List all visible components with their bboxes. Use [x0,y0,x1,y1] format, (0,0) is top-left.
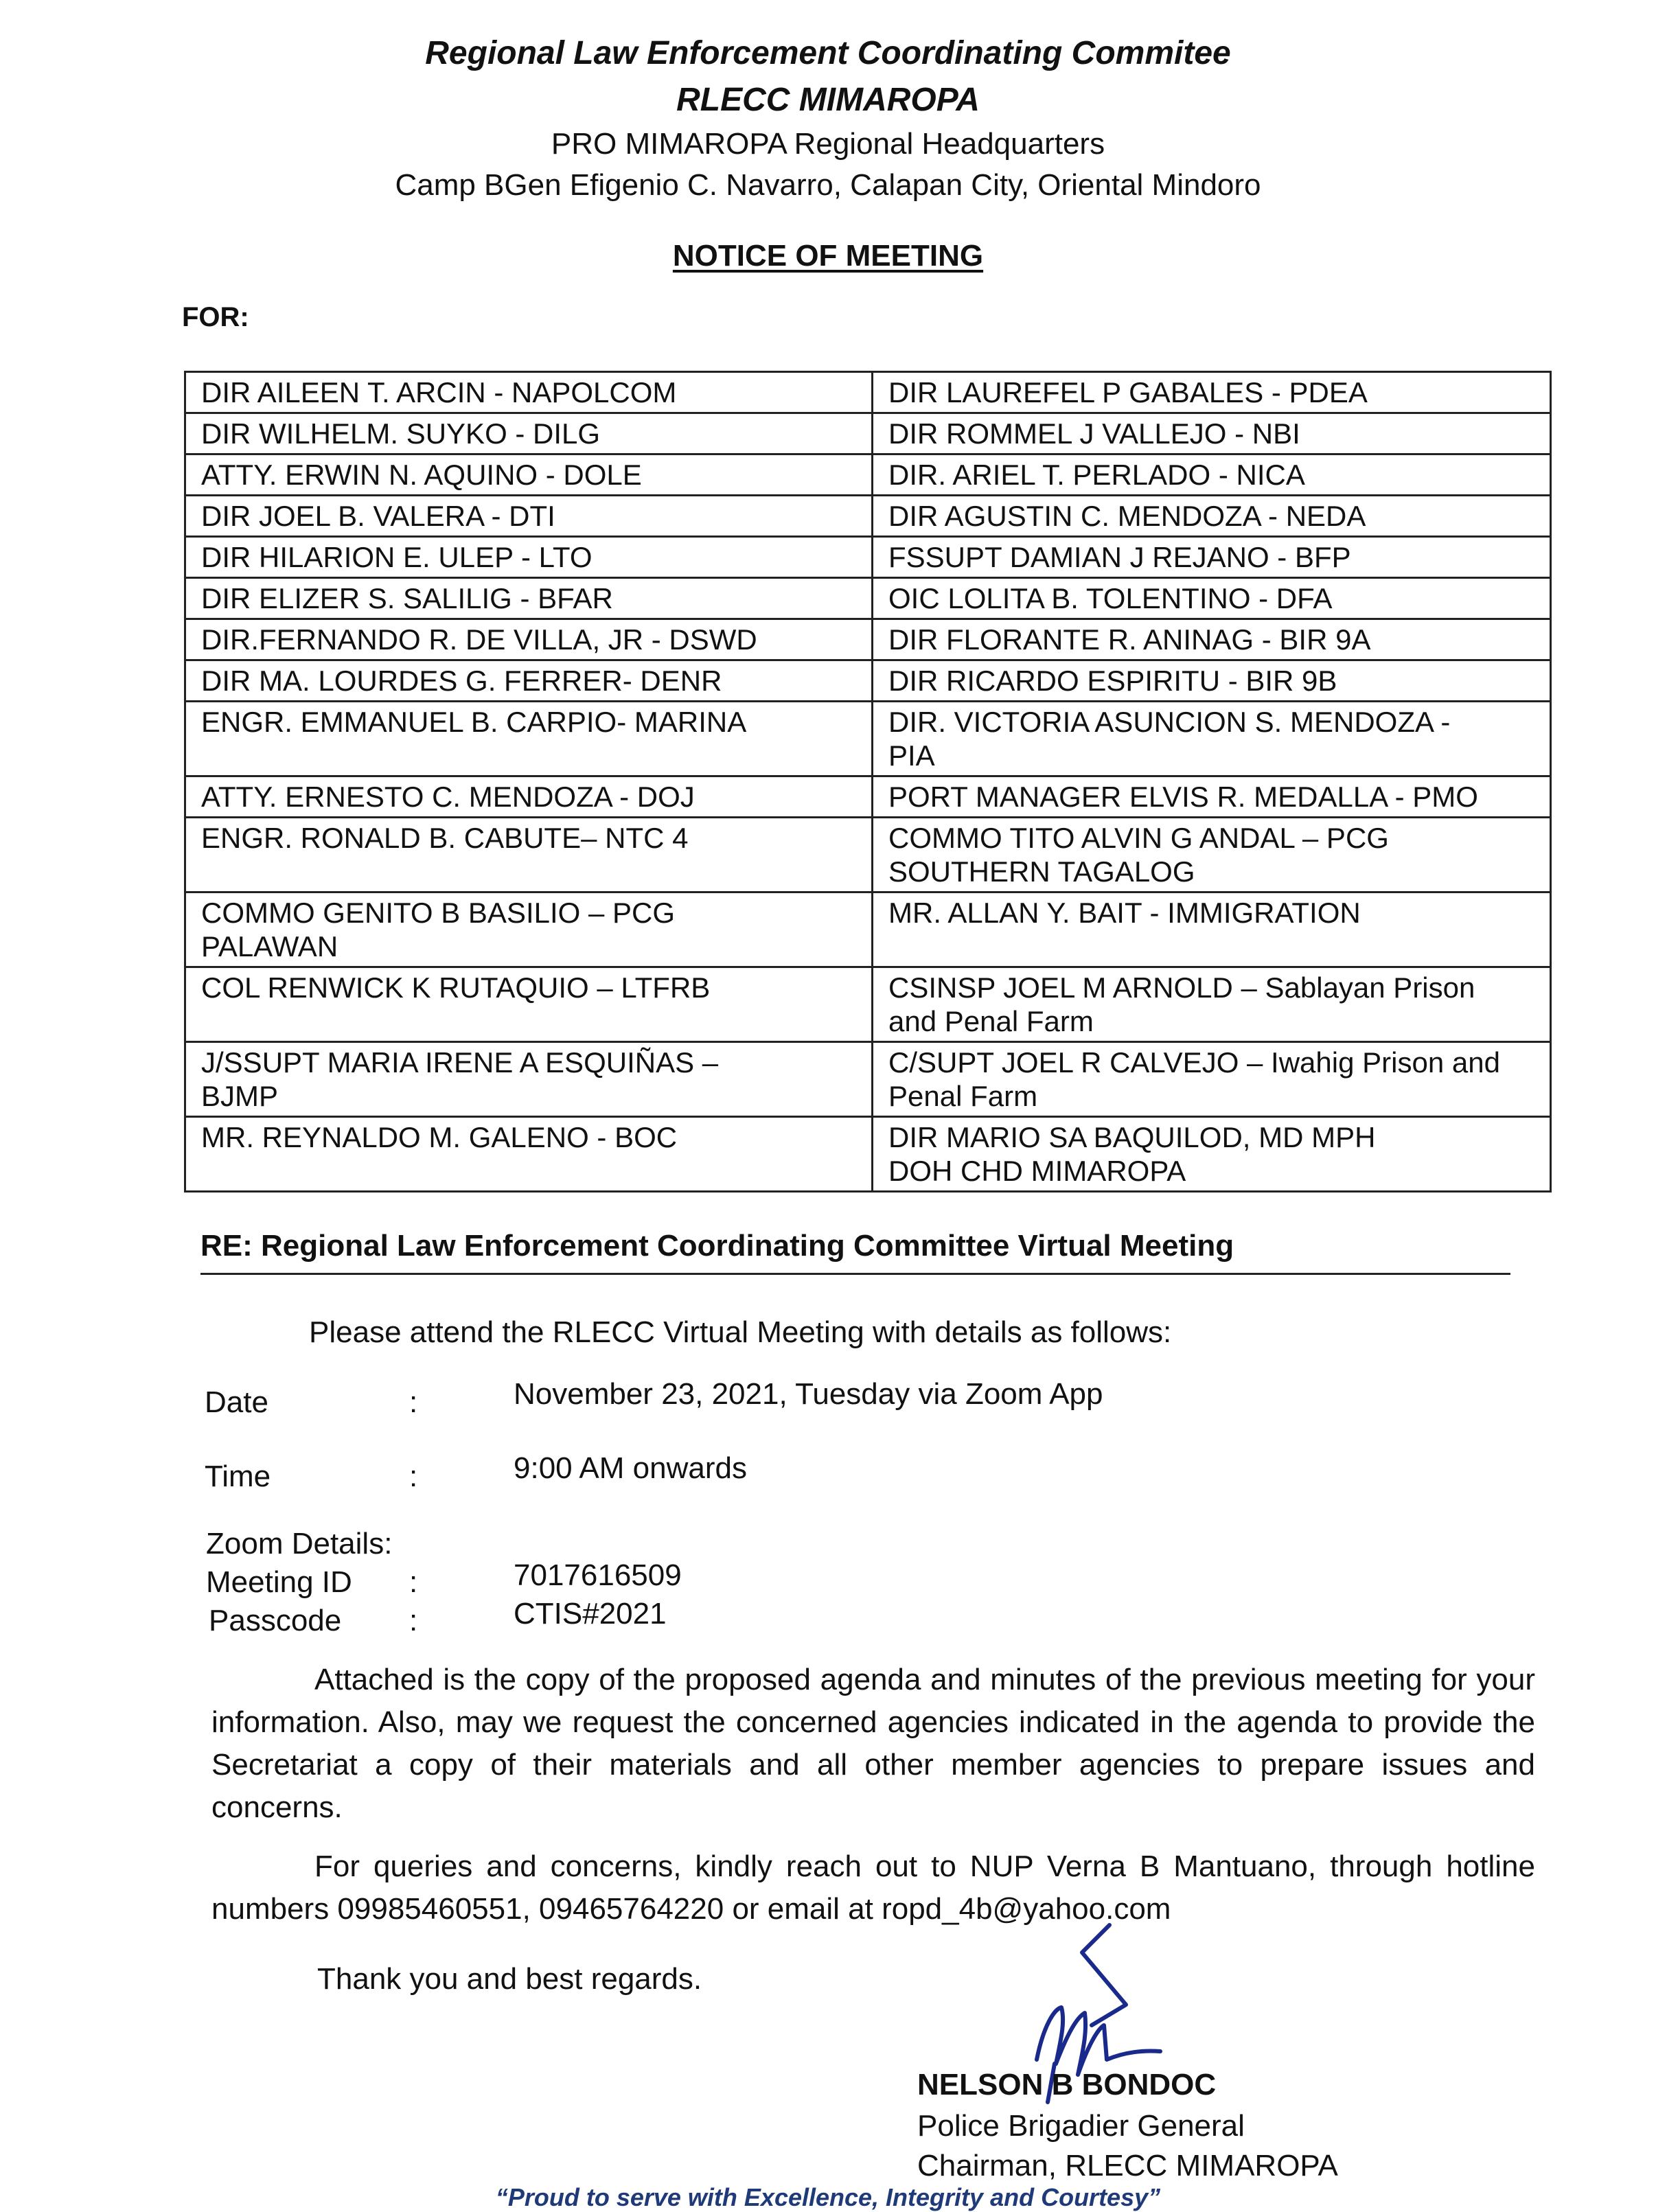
recipient-cell [185,619,873,660]
passcode-label: Passcode [209,1604,342,1637]
recipient-cell [873,413,1551,454]
attachment-paragraph-text: Attached is the copy of the proposed agenda and minutes of the previous meeting for your information. Also, may we request the concerned agencies indicated in the agenda to provide the Secretariat a copy of their materials and all other member agencies to prepare issues and concerns. [211,1663,1535,1824]
recipient-line: DIR RICARDO ESPIRITU - BIR 9B [888,665,1337,697]
header-headquarters: PRO MIMAROPA Regional Headquarters [551,127,1105,161]
recipient-cell [873,967,1551,1042]
recipient-cell [185,776,873,818]
recipient-row [185,776,1551,818]
recipient-row [185,372,1551,413]
recipient-row [185,818,1551,892]
recipient-cell [185,372,873,413]
recipients-table [184,371,1552,1193]
recipient-line: DIR. VICTORIA ASUNCION S. MENDOZA - [888,706,1451,738]
signatory-rank: Police Brigadier General [917,2109,1245,2143]
recipient-row [185,578,1551,619]
recipient-row [185,660,1551,702]
recipient-line: DIR AGUSTIN C. MENDOZA - NEDA [888,500,1366,532]
recipient-line: ATTY. ERNESTO C. MENDOZA - DOJ [201,781,695,813]
recipient-line: COMMO TITO ALVIN G ANDAL – PCG [888,822,1389,854]
date-label: Date [205,1385,268,1419]
recipient-row [185,454,1551,496]
recipient-line: DIR LAUREFEL P GABALES - PDEA [888,376,1368,408]
recipient-line: FSSUPT DAMIAN J REJANO - BFP [888,541,1351,573]
recipient-line: DIR ROMMEL J VALLEJO - NBI [888,417,1300,450]
recipient-cell [873,496,1551,537]
recipient-line: COL RENWICK K RUTAQUIO – LTFRB [201,971,711,1004]
time-label: Time [205,1460,271,1493]
recipient-row [185,413,1551,454]
recipient-line: DIR JOEL B. VALERA - DTI [201,500,555,532]
recipient-cell [873,454,1551,496]
meeting-id-label: Meeting ID [206,1565,352,1599]
recipient-line: PIA [888,739,935,772]
meeting-id-value: 7017616509 [514,1558,682,1592]
recipient-cell [873,619,1551,660]
time-colon: : [409,1460,418,1493]
zoom-details-label: Zoom Details: [206,1527,393,1560]
notice-title-wrap [0,239,1656,273]
recipient-cell [185,1042,873,1117]
header-committee-name: Regional Law Enforcement Coordinating Commitee [425,35,1231,71]
recipient-cell [185,413,873,454]
recipient-line: BJMP [201,1080,279,1112]
recipient-row [185,1117,1551,1192]
recipient-cell [873,892,1551,967]
signatory-title: Chairman, RLECC MIMAROPA [917,2149,1338,2182]
recipient-row [185,496,1551,537]
recipient-line: DIR.FERNANDO R. DE VILLA, JR - DSWD [201,623,757,656]
recipient-row [185,1042,1551,1117]
recipient-line: SOUTHERN TAGALOG [888,855,1195,888]
recipient-line: Penal Farm [888,1080,1038,1112]
recipient-line: J/SSUPT MARIA IRENE A ESQUIÑAS – [201,1046,719,1079]
queries-paragraph [211,1845,1535,1931]
recipient-cell [185,1117,873,1192]
passcode-value: CTIS#2021 [514,1597,667,1631]
re-subject-line: RE: Regional Law Enforcement Coordinating Committee Virtual Meeting [200,1229,1510,1275]
recipient-line: DIR HILARION E. ULEP - LTO [201,541,593,573]
recipient-cell [185,660,873,702]
header-rlecc: RLECC MIMAROPA [676,82,980,118]
recipient-cell [185,892,873,967]
for-label: FOR: [182,302,249,332]
date-colon: : [409,1385,418,1419]
intro-text: Please attend the RLECC Virtual Meeting with details as follows: [309,1315,1172,1349]
recipient-line: PALAWAN [201,930,338,963]
recipient-line: MR. ALLAN Y. BAIT - IMMIGRATION [888,897,1361,929]
recipient-line: ENGR. EMMANUEL B. CARPIO- MARINA [201,706,747,738]
passcode-colon: : [409,1604,418,1637]
recipient-cell [185,496,873,537]
recipient-line: DIR MARIO SA BAQUILOD, MD MPH [888,1121,1376,1153]
recipient-cell [185,818,873,892]
attachment-paragraph [211,1659,1535,1829]
recipient-line: DIR FLORANTE R. ANINAG - BIR 9A [888,623,1371,656]
recipient-row [185,537,1551,578]
recipient-line: OIC LOLITA B. TOLENTINO - DFA [888,582,1333,614]
recipient-line: DIR AILEEN T. ARCIN - NAPOLCOM [201,376,677,408]
date-value: November 23, 2021, Tuesday via Zoom App [514,1377,1103,1411]
motto: “Proud to serve with Excellence, Integrity and Courtesy” [495,2183,1161,2211]
recipient-cell [873,660,1551,702]
recipient-cell [873,1042,1551,1117]
recipient-row [185,892,1551,967]
signatory-name: NELSON B BONDOC [917,2068,1217,2101]
recipient-cell [873,372,1551,413]
recipient-line: PORT MANAGER ELVIS R. MEDALLA - PMO [888,781,1478,813]
recipient-row [185,619,1551,660]
recipient-cell [185,578,873,619]
closing-text: Thank you and best regards. [317,1962,702,1996]
recipient-row [185,702,1551,776]
recipient-line: CSINSP JOEL M ARNOLD – Sablayan Prison [888,971,1475,1004]
recipient-line: DIR. ARIEL T. PERLADO - NICA [888,459,1305,491]
recipient-line: DIR MA. LOURDES G. FERRER- DENR [201,665,722,697]
header-address: Camp BGen Efigenio C. Navarro, Calapan City, Oriental Mindoro [395,168,1261,202]
recipient-line: MR. REYNALDO M. GALENO - BOC [201,1121,678,1153]
recipient-cell [873,776,1551,818]
recipient-cell [185,702,873,776]
recipient-cell [873,818,1551,892]
recipient-line: DIR WILHELM. SUYKO - DILG [201,417,601,450]
meeting-id-colon: : [409,1565,418,1599]
recipient-line: C/SUPT JOEL R CALVEJO – Iwahig Prison and [888,1046,1500,1079]
recipient-cell [185,967,873,1042]
recipient-line: DIR ELIZER S. SALILIG - BFAR [201,582,613,614]
recipient-line: and Penal Farm [888,1005,1094,1037]
notice-title: NOTICE OF MEETING [672,239,984,273]
queries-paragraph-text: For queries and concerns, kindly reach out to NUP Verna B Mantuano, through hotline numbers 09985460551, 09465764220 or email at ropd_4b@yahoo.com [211,1850,1535,1926]
recipient-cell [873,578,1551,619]
recipient-row [185,967,1551,1042]
recipient-line: ATTY. ERWIN N. AQUINO - DOLE [201,459,642,491]
recipient-cell [873,1117,1551,1192]
recipient-line: ENGR. RONALD B. CABUTE– NTC 4 [201,822,689,854]
recipient-line: DOH CHD MIMAROPA [888,1155,1186,1187]
recipient-cell [873,537,1551,578]
recipient-cell [873,702,1551,776]
recipient-cell [185,537,873,578]
recipient-line: COMMO GENITO B BASILIO – PCG [201,897,676,929]
recipient-cell [185,454,873,496]
time-value: 9:00 AM onwards [514,1451,747,1485]
